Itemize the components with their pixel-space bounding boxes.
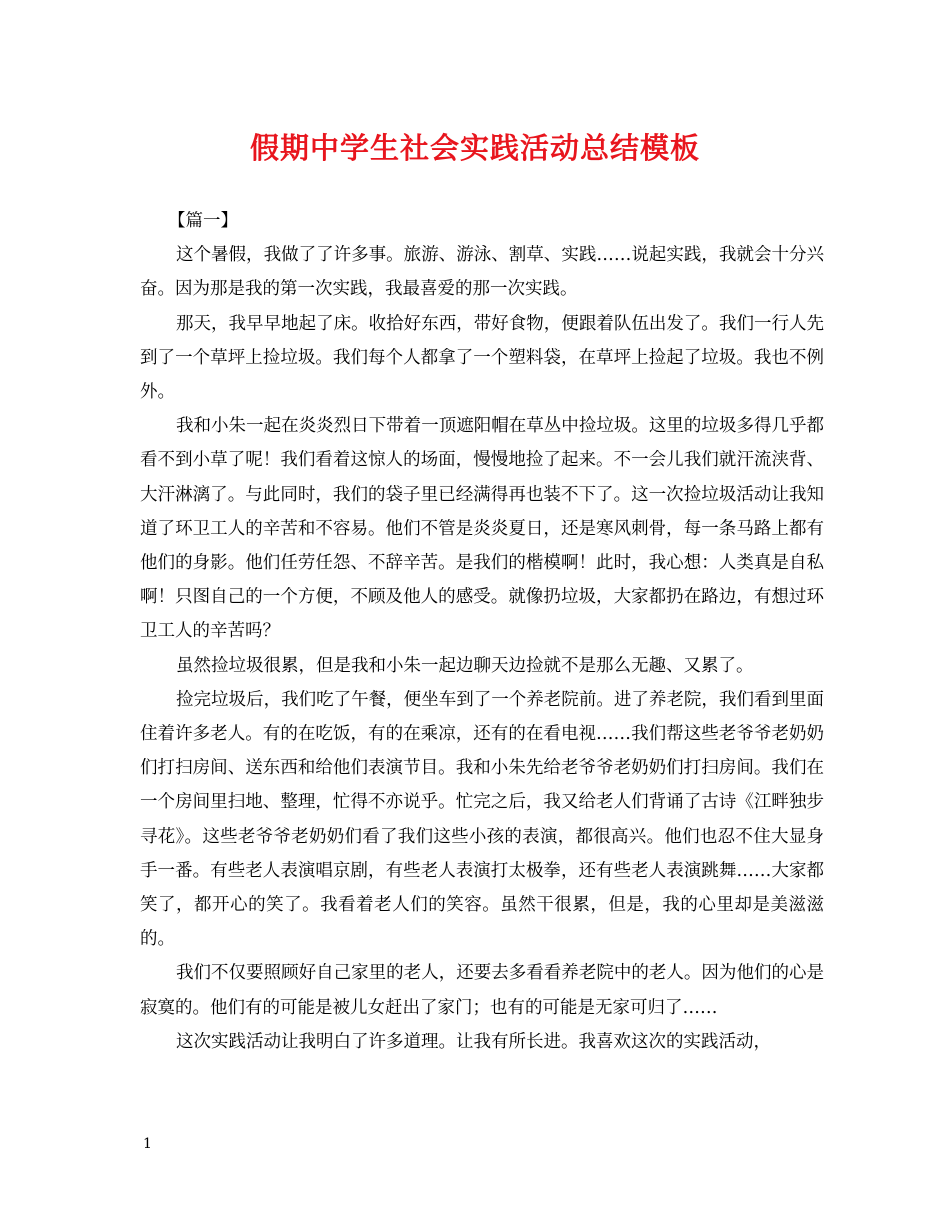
paragraph: 捡完垃圾后，我们吃了午餐，便坐车到了一个养老院前。进了养老院，我们看到里面住着许多老人。有的在吃饭，有的在乘凉，还有的在看电视……我们帮这些老爷爷老奶奶们打扫房间、送东西和给他们表演节目。我和小朱先给老爷爷老奶奶们打扫房间。我们在一个房间里扫地、整理，忙得不亦说乎。忙完之后，我又给老人们背诵了古诗《江畔独步寻花》。这些老爷爷老奶奶们看了我们这些小孩的表演，都很高兴。他们也忍不住大显身手一番。有些老人表演唱京剧，有些老人表演打太极拳，还有些老人表演跳舞……大家都笑了，都开心的笑了。我看着老人们的笑容。虽然干很累，但是，我的心里却是美滋滋的。: [140, 689, 824, 950]
document-title: 假期中学生社会实践活动总结模板: [249, 131, 700, 165]
section-label: 【篇一】: [168, 211, 238, 231]
paragraph: 虽然捡垃圾很累，但是我和小朱一起边聊天边捡就不是那么无趣、又累了。: [176, 655, 754, 676]
paragraph: 这个暑假，我做了了许多事。旅游、游泳、割草、实践……说起实践，我就会十分兴奋。因为那是我的第一次实践，我最喜爱的那一次实践。: [140, 245, 824, 300]
paragraph: 这次实践活动让我明白了许多道理。让我有所长进。我喜欢这次的实践活动，: [176, 1031, 771, 1052]
paragraph: 我和小朱一起在炎炎烈日下带着一顶遮阳帽在草丛中捡垃圾。这里的垃圾多得几乎都看不到小草了呢！我们看着这惊人的场面，慢慢地捡了起来。不一会儿我们就汗流浃背、大汗淋漓了。与此同时，我们的袋子里已经满得再也装不下了。这一次捡垃圾活动让我知道了环卫工人的辛苦和不容易。他们不管是炎炎夏日，还是寒风刺骨，每一条马路上都有他们的身影。他们任劳任怨、不辞辛苦。是我们的楷模啊！此时，我心想：人类真是自私啊！只图自己的一个方便，不顾及他人的感受。就像扔垃圾，大家都扔在路边，有想过环卫工人的辛苦吗？: [140, 416, 824, 642]
paragraph: 我们不仅要照顾好自己家里的老人，还要去多看看养老院中的老人。因为他们的心是寂寞的。他们有的可能是被儿女赶出了家门；也有的可能是无家可归了……: [140, 963, 824, 1018]
page-number: 1: [143, 1136, 152, 1152]
document-body: [140, 204, 824, 1059]
paragraph: 那天，我早早地起了床。收拾好东西，带好食物，便跟着队伍出发了。我们一行人先到了一个草坪上捡垃圾。我们每个人都拿了一个塑料袋，在草坪上捡起了垃圾。我也不例外。: [140, 313, 824, 403]
